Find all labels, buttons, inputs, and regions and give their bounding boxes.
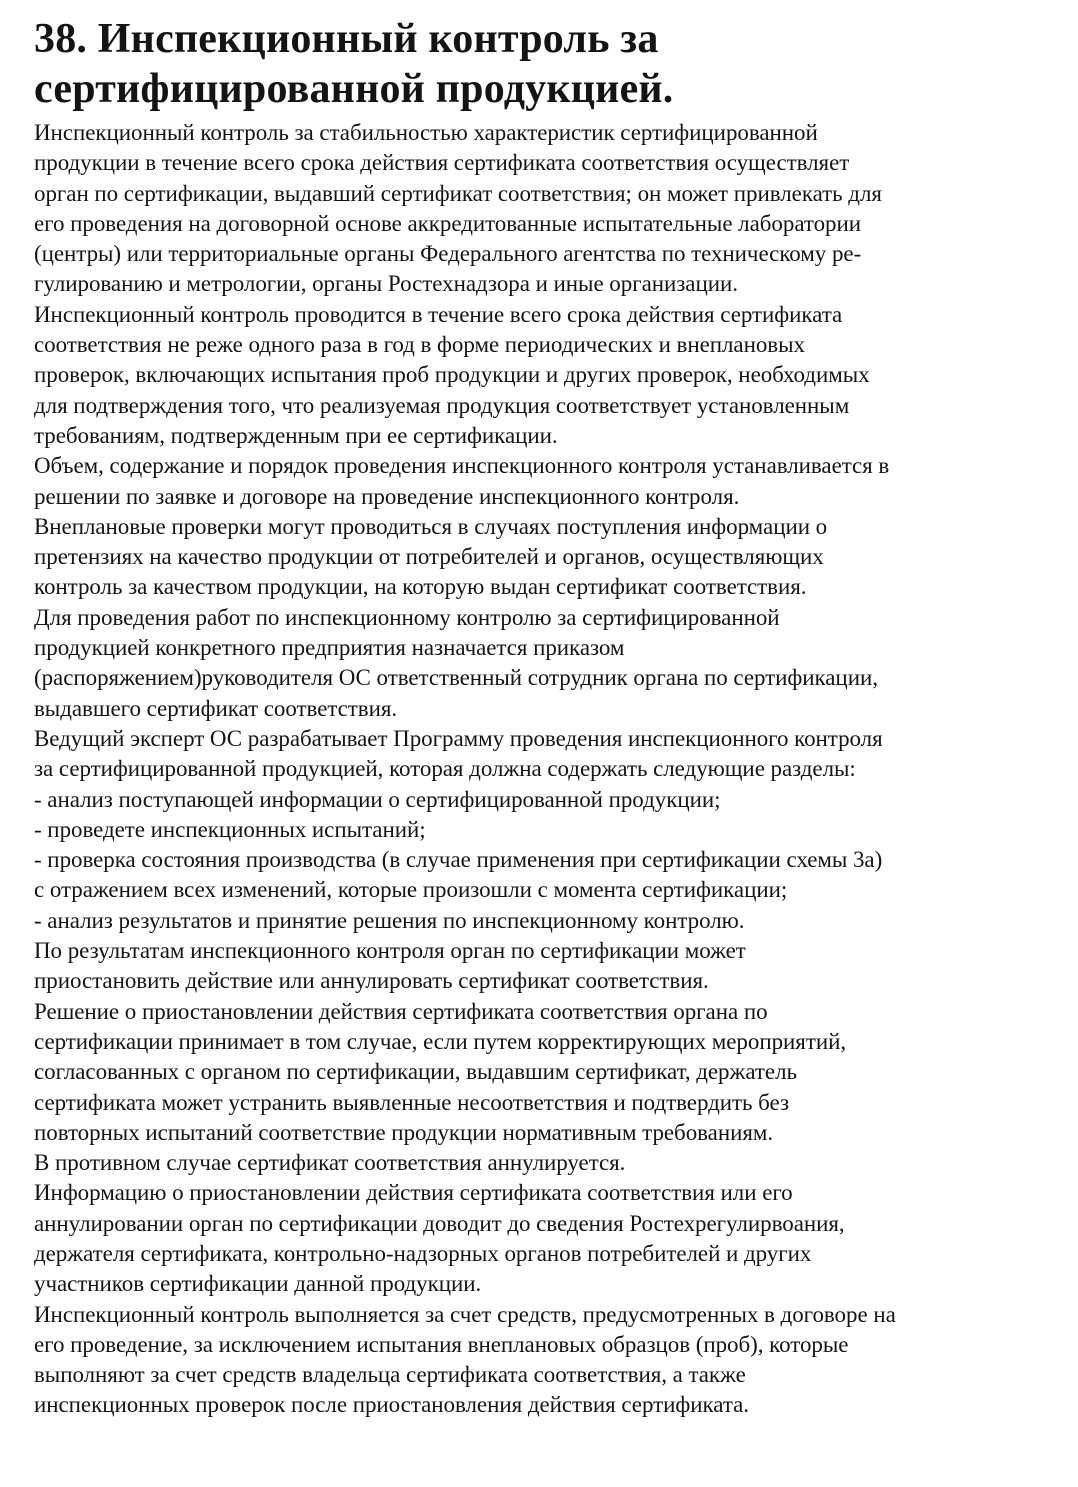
body-line: его проведение, за исключением испытания внеплановых образцов (проб), которые: [34, 1331, 849, 1357]
document-title: [34, 14, 1058, 114]
body-line: орган по сертификации, выдавший сертификат соответствия; он может привлекать для: [34, 180, 882, 206]
body-line: По результатам инспекционного контроля орган по сертификации может: [34, 938, 746, 964]
body-line: его проведения на договорной основе аккредитованные испытательные лаборатории: [34, 210, 861, 236]
body-line: гулированию и метрологии, органы Ростехнадзора и иные организации.: [34, 271, 738, 297]
body-line: с отражением всех изменений, которые произошли с момента сертификации;: [34, 877, 788, 903]
body-line: повторных испытаний соответствие продукции нормативным требованиям.: [34, 1119, 774, 1145]
body-line: (центры) или территориальные органы Федерального агентства по техническому ре-: [34, 241, 862, 267]
body-line: участников сертификации данной продукции.: [34, 1271, 482, 1297]
body-line: контроль за качеством продукции, на которую выдан сертификат соответствия.: [34, 574, 807, 600]
body-line: требованиям, подтвержденным при ее сертификации.: [34, 422, 558, 448]
body-line: аннулировании орган по сертификации доводит до сведения Ростехрегулирвоания,: [34, 1210, 845, 1236]
body-line: Внеплановые проверки могут проводиться в случаях поступления информации о: [34, 513, 828, 539]
body-line: держателя сертификата, контрольно-надзорных органов потребителей и других: [34, 1240, 812, 1266]
body-line: соответствия не реже одного раза в год в форме периодических и внеплановых: [34, 332, 805, 358]
body-line: решении по заявке и договоре на проведение инспекционного контроля.: [34, 483, 740, 509]
body-line: инспекционных проверок после приостановления действия сертификата.: [34, 1392, 749, 1418]
body-line: Инспекционный контроль проводится в течение всего срока действия сертификата: [34, 301, 843, 327]
document-body: [34, 118, 1058, 1421]
body-line: для подтверждения того, что реализуемая продукция соответствует установленным: [34, 392, 850, 418]
body-line: сертификации принимает в том случае, если путем корректирующих мероприятий,: [34, 1028, 847, 1054]
body-line: претензиях на качество продукции от потребителей и органов, осуществляющих: [34, 544, 824, 570]
body-line: - проверка состояния производства (в случае применения при сертификации схемы 3а): [34, 847, 883, 873]
body-line: согласованных с органом по сертификации, выдавшим сертификат, держатель: [34, 1059, 797, 1085]
body-line: Инспекционный контроль выполняется за счет средств, предусмотренных в договоре на: [34, 1301, 896, 1327]
body-line: выдавшего сертификат соответствия.: [34, 695, 398, 721]
body-line: Информацию о приостановлении действия сертификата соответствия или его: [34, 1180, 793, 1206]
body-line: Объем, содержание и порядок проведения инспекционного контроля устанавливается в: [34, 453, 890, 479]
body-line: проверок, включающих испытания проб продукции и других проверок, необходимых: [34, 362, 870, 388]
body-line: Решение о приостановлении действия сертификата соответствия органа по: [34, 998, 768, 1024]
body-line: выполняют за счет средств владельца сертификата соответствия, а также: [34, 1362, 746, 1388]
title-line: 38. Инспекционный контроль за: [34, 16, 659, 62]
body-line: (распоряжением)руководителя ОС ответственный сотрудник органа по сертификации,: [34, 665, 878, 691]
body-line: - проведете инспекционных испытаний;: [34, 816, 426, 842]
body-line: продукции в течение всего срока действия сертификата соответствия осуществляет: [34, 150, 850, 176]
body-line: Ведущий эксперт ОС разрабатывает Программу проведения инспекционного контроля: [34, 725, 883, 751]
body-line: приостановить действие или аннулировать сертификат соответствия.: [34, 968, 709, 994]
body-line: - анализ поступающей информации о сертифицированной продукции;: [34, 786, 721, 812]
body-line: продукцией конкретного предприятия назначается приказом: [34, 635, 625, 661]
title-line: сертифицированной продукцией.: [34, 66, 674, 112]
body-line: Инспекционный контроль за стабильностью характеристик сертифицированной: [34, 120, 818, 145]
body-line: - анализ результатов и принятие решения по инспекционному контролю.: [34, 907, 745, 933]
body-line: за сертифицированной продукцией, которая должна содержать следующие разделы:: [34, 756, 856, 782]
body-line: сертификата может устранить выявленные несоответствия и подтвердить без: [34, 1089, 789, 1115]
body-line: Для проведения работ по инспекционному контролю за сертифицированной: [34, 604, 780, 630]
body-line: В противном случае сертификат соответствия аннулируется.: [34, 1150, 626, 1176]
